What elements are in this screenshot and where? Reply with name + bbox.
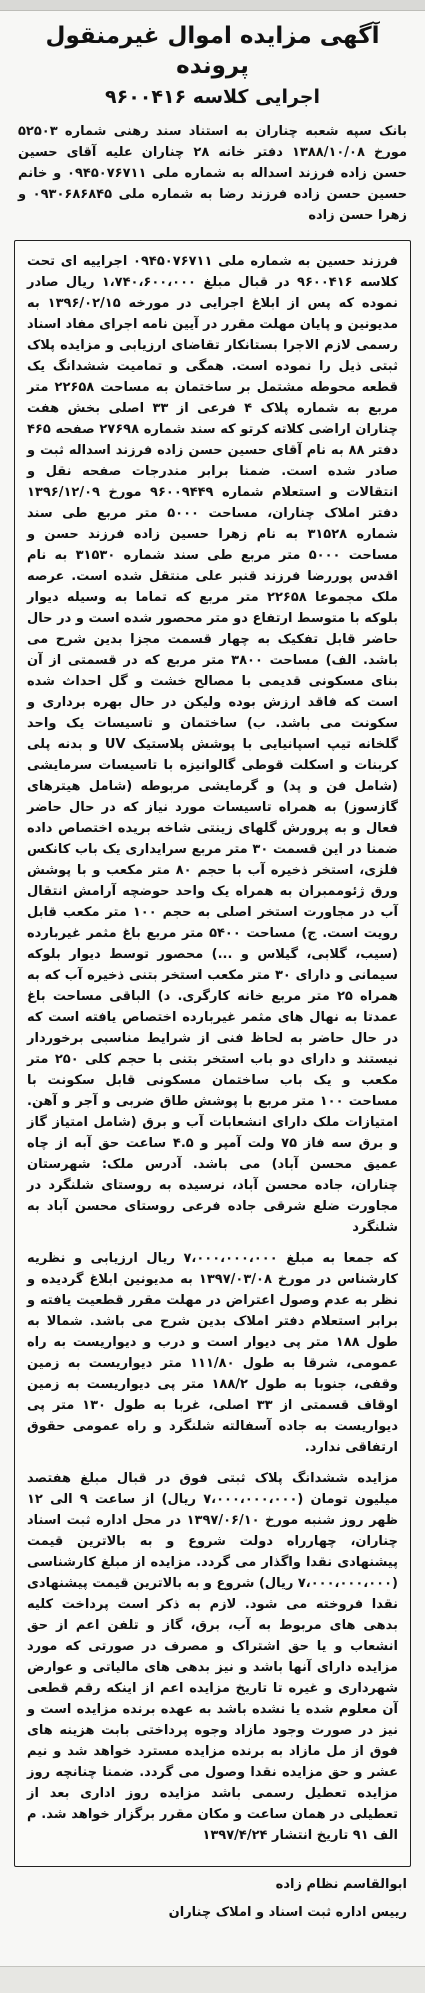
notice-title: آگهی مزایده اموال غیرمنقول پرونده <box>45 23 380 79</box>
top-edge <box>0 0 425 11</box>
notice-body-box <box>14 240 411 1867</box>
body-paragraph-1: فرزند حسین به شماره ملی ۰۹۴۵۰۷۶۷۱۱ اجراییه ای تحت کلاسه ۹۶۰۰۴۱۶ در قبال مبلغ ۱،۷۴۰،۶۰۰،۰۰۰ ریال صادر نموده که پس از ابلاغ اجرایی در مورخه ۱۳۹۶/۰۲/۱۵ به مدیونین و پایان مهلت مقرر در آیین نامه اجرای مفاد اسناد رسمی لازم الاجرا بستانکار تقاضای ارزیابی و مزایده پلاک ثبتی ذیل را نموده است. همگی و تمامیت ششدانگ یک قطعه محوطه مشتمل بر ساختمان به مساحت ۲۲۶۵۸ متر مربع به شماره پلاک ۴ فرعی از ۳۳ اصلی بخش هفت چناران اراضی کلاته کرتو که سند شماره ۲۷۶۹۸ صفحه ۴۶۵ دفتر ۸۸ به نام آقای حسین حسن زاده فرزند اسداله ثبت و صادر شده است. ضمنا برابر مندرجات صفحه نقل و انتقالات و استعلام شماره ۹۶۰۰۹۴۴۹ مورخ ۱۳۹۶/۱۲/۰۹ دفتر املاک چناران، مساحت ۵۰۰۰ متر مربع طی سند شماره ۳۱۵۲۸ به نام زهرا حسین زاده فرزند حسن و مساحت ۵۰۰۰ متر مربع طی سند شماره ۳۱۵۳۰ به نام اقدس پوررضا فرزند قنبر علی منتقل شده است. عرصه ملک مجموعا ۲۲۶۵۸ متر مربع که تماما به وسیله دیوار بلوکه با متوسط ارتفاع دو متر محصور شده است و در حال حاضر قابل تفکیک به چهار قسمت مجزا بدین شرح می باشد. الف) مساحت ۳۸۰۰ متر مربع که در قسمتی از آن بنای مسکونی قدیمی با مصالح خشت و گل احداث شده است که فاقد ارزش بوده ولیکن در حال بهره برداری و سکونت می باشد. ب) ساختمان و تاسیسات یک واحد گلخانه تیپ اسپانیایی با پوشش پلاستیک UV و بدنه پلی کربنات و اسکلت قوطی گالوانیزه با تاسیسات سرمایشی (شامل فن و پد) و گرمایشی مربوطه (شامل هیترهای گازسوز) به همراه تاسیسات مورد نیاز که در حال حاضر فعال و به پرورش گلهای زینتی شاخه بریده اختصاص داده ضمنا در این قسمت ۳۰ متر مربع سرایداری یک باب کانکس فلزی، استخر ذخیره آب با حجم ۸۰ متر مکعب و با پوشش ورق ژئوممبران به همراه یک واحد حوضچه آرامش انتقال آب در مجاورت استخر اصلی به حجم ۱۰۰ متر مکعب قابل رویت است. ج) مساحت ۵۴۰۰ متر مربع باغ مثمر غیربارده (سیب، گلابی، گیلاس و ...) محصور توسط دیوار بلوکه سیمانی و دارای ۳۰ متر مکعب استخر بتنی ذخیره آب که به همراه ۲۵ متر مربع خانه کارگری. د) الباقی مساحت باغ عمدتا به نهال های مثمر غیربارده اختصاص یافته است که در حال حاضر به لحاظ فنی از شرایط مناسبی برخوردار نیستند و دارای دو باب استخر بتنی با حجم کلی ۲۵۰ متر مکعب و یک باب ساختمان مسکونی قابل سکونت با مساحت ۱۰۰ متر مربع با پوشش طاق ضربی و آجر و آهن. امتیازات ملک دارای انشعابات آب و برق (شامل امتیاز گاز و برق سه فاز ۷۵ ولت آمپر و ۴.۵ ساعت حق آبه از چاه عمیق محسن آباد) می باشد. آدرس ملک: شهرستان چناران، جاده محسن آباد، نرسیده به روستای شلنگرد در مجاورت ضلع شرقی جاده فرعی روستای محسن آباد به شلنگرد <box>27 254 399 1235</box>
signature-role: رییس اداره ثبت اسناد و املاک چناران <box>168 1905 407 1920</box>
bottom-edge <box>0 1966 425 1993</box>
body-paragraph-2: که جمعا به مبلغ ۷،۰۰۰،۰۰۰،۰۰۰ ریال ارزیابی و نظریه کارشناس در مورخ ۱۳۹۷/۰۳/۰۸ به مدیونین ابلاغ گردیده و نظر به عدم وصول اعتراض در مهلت مقرر قطعیت یافته و برابر استعلام دفتر املاک بدین شرح می باشد. شمالا به طول ۱۸۸ متر پی دیوار است و درب و دیواریست به راه عمومی، شرقا به طول ۱۱۱/۸۰ متر دیواریست به زمین وقفی، جنوبا به طول ۱۸۸/۲ متر پی دیواریست به زمین اوقاف قسمتی از ۳۳ اصلی، غربا به طول ۱۳۰ متر پی دیواریست به جاده آسفالته شلنگرد و راه عمومی حقوق ارتفاقی ندارد. <box>27 1251 399 1455</box>
signature-name: ابوالقاسم نظام زاده <box>275 1877 407 1892</box>
body-paragraph-3: مزایده ششدانگ پلاک ثبتی فوق در قبال مبلغ هفتصد میلیون تومان (۷،۰۰۰،۰۰۰،۰۰۰ ریال) از ساعت ۹ الی ۱۲ ظهر روز شنبه مورخ ۱۳۹۷/۰۶/۱۰ در محل اداره ثبت اسناد چناران، چهارراه دولت شروع و به بالاترین قیمت پیشنهادی نقدا واگذار می گردد. مزایده از مبلغ کارشناسی (۷،۰۰۰،۰۰۰،۰۰۰ ریال) شروع و به بالاترین قیمت پیشنهادی نقدا فروخته می شود. لازم به ذکر است پرداخت کلیه بدهی های مربوط به آب، برق، گاز و تلفن اعم از حق انشعاب و یا حق اشتراک و مصرف در صورتی که مورد مزایده دارای آنها باشد و نیز بدهی های مالیاتی و عوارض شهرداری و غیره تا تاریخ مزایده اعم از اینکه رقم قطعی آن معلوم شده یا نشده باشد به عهده برنده مزایده است و نیز در صورت وجود مازاد وجوه پرداختی بابت هزینه های فوق از مل مازاد به برنده مزایده مسترد خواهد شد و نیم عشر و حق مزایده نقدا وصول می گردد. ضمنا چنانچه روز مزایده تعطیل رسمی باشد مزایده روز اداری بعد از تعطیلی در همان ساعت و مکان مقرر برگزار خواهد شد. م الف ۹۱ تاریخ انتشار ۱۳۹۷/۴/۲۴ <box>26 1471 398 1843</box>
notice-subtitle: اجرایی کلاسه ۹۶۰۰۴۱۶ <box>105 86 320 108</box>
intro-paragraph: بانک سپه شعبه چناران به استناد سند رهنی شماره ۵۲۵۰۳ مورخ ۱۳۸۸/۱۰/۰۸ دفتر خانه ۲۸ چناران علیه آقای حسین حسن زاده فرزند اسداله به شماره ملی ۰۹۴۵۰۷۶۷۱۱ و خانم حسین حسن زاده فرزند رضا به شماره ملی ۰۹۳۰۶۸۶۸۴۵ و زهرا حسن زاده <box>18 124 408 223</box>
